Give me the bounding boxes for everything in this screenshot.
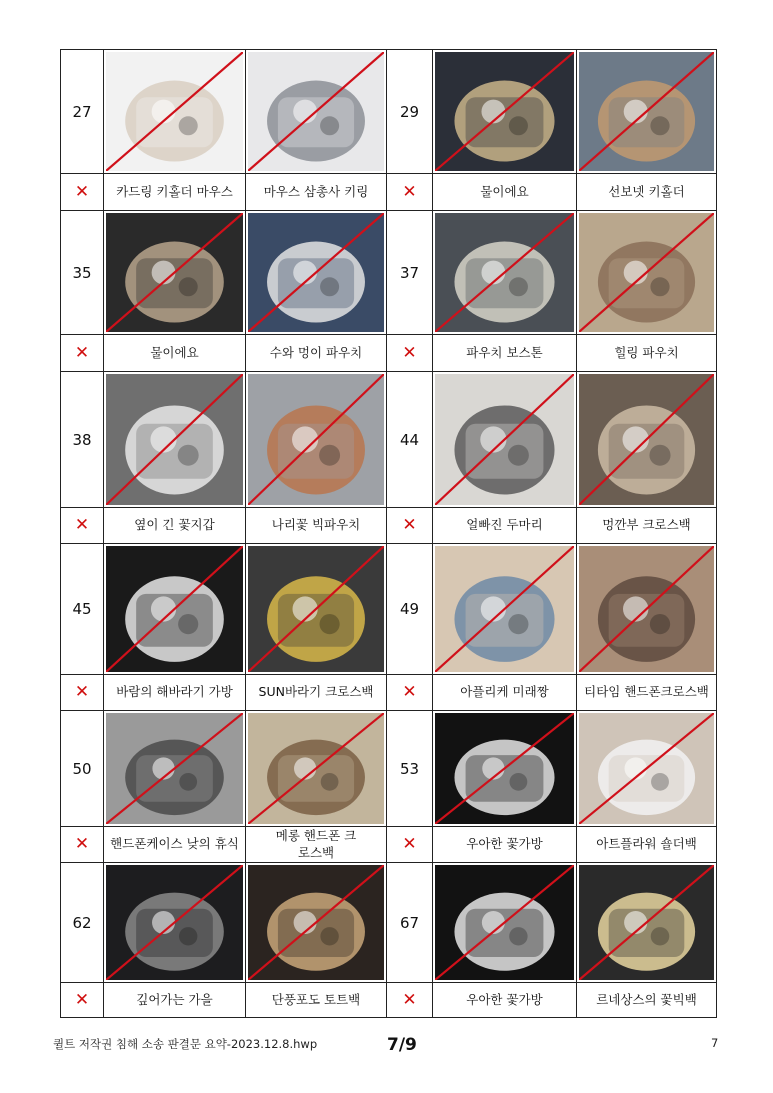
product-photo [577,50,716,174]
autumn-bag-photo [106,865,243,980]
verdict-cell [61,983,104,1018]
table-row-labels [61,508,716,544]
product-photo [577,544,716,675]
flower-bag-photo [435,865,574,980]
verdict-cell [61,508,104,544]
product-photo [433,544,577,675]
x-mark-icon: ✕ [402,682,417,703]
flower-bag-photo [435,713,574,824]
dog-bag-photo [435,374,574,505]
shoulder-bag-photo [579,713,714,824]
x-mark-icon: ✕ [402,181,417,202]
grape-tote-photo [248,865,384,980]
flower-big-bag-photo [579,865,714,980]
verdict-cell [387,983,433,1018]
item-number: 44 [387,372,433,508]
x-mark-icon: ✕ [402,515,417,536]
product-name: 르네상스의 꽃빅백 [596,992,697,1008]
x-mark-icon: ✕ [74,342,90,363]
mouse-keyring-photo [248,52,384,171]
x-mark-icon: ✕ [74,990,90,1011]
table-row-images [61,863,716,983]
verdict-cell [387,827,433,863]
item-number: 67 [387,863,433,983]
table-row-labels [61,174,716,211]
product-name: 힐링 파우치 [577,335,716,372]
x-mark-icon: ✕ [402,990,417,1011]
item-number: 49 [387,544,433,675]
footer-page-fraction: 7/9 [387,1035,417,1055]
product-name: 카드링 키홀더 마우스 [104,174,246,211]
table-row-labels [61,335,716,372]
product-photo [246,544,387,675]
product-photo [433,50,577,174]
item-number: 29 [387,50,433,174]
product-photo [246,372,387,508]
product-photo [577,211,716,335]
product-name: 마우스 삼총사 키링 [246,174,387,211]
dog-crossbag-photo [579,374,714,505]
verdict-cell [61,174,104,211]
product-name: 단풍포도 토트백 [246,983,387,1018]
mouse-keyring-photo [106,52,243,171]
product-photo [104,50,246,174]
girl-crossbag-photo [579,546,714,672]
product-photo [577,372,716,508]
product-name: 아트플라워 숄더백 [577,827,716,863]
product-name: 나리꽃 빅파우치 [246,508,387,544]
product-name: 핸드폰케이스 낮의 휴식 [104,827,246,863]
table-row-labels [61,983,716,1018]
verdict-cell [387,174,433,211]
table-row-labels [61,675,716,711]
boston-pouch-photo [435,213,574,332]
product-name: 선보넷 키홀더 [577,174,716,211]
table-row-labels [61,827,716,863]
verdict-cell [61,827,104,863]
table-row-images [61,711,716,827]
product-photo [104,372,246,508]
product-name: 바람의 해바라기 가방 [104,675,246,711]
product-photo [246,863,387,983]
x-mark-icon: ✕ [402,342,417,363]
product-name: 옆이 긴 꽃지갑 [104,508,246,544]
product-name: 깊어가는 가을 [104,983,246,1018]
phone-case-photo [106,713,243,824]
footer-filename: 퀼트 저작권 침해 소송 판결문 요약-2023.12.8.hwp [53,1037,318,1051]
footer-page-number: 7 [711,1036,719,1050]
verdict-cell [61,675,104,711]
product-name: 파우치 보스톤 [433,335,577,372]
product-photo [433,863,577,983]
item-number: 35 [61,211,104,335]
girl-applique-photo [435,546,574,672]
item-number: 45 [61,544,104,675]
x-mark-icon: ✕ [74,515,90,536]
table-row-images [61,50,716,174]
product-name: 아플리케 미래짱 [433,675,577,711]
product-name: SUN바라기 크로스백 [246,675,387,711]
coin-purse-photo [435,52,574,171]
item-number: 50 [61,711,104,827]
product-name: 티타임 핸드폰크로스백 [577,675,716,711]
table-row-images [61,211,716,335]
comparison-table [60,49,717,1018]
table-row-images [61,544,716,675]
product-photo [104,863,246,983]
product-photo [104,711,246,827]
table-row-images [61,372,716,508]
product-photo [433,711,577,827]
product-name: 우아한 꽃가방 [433,827,577,863]
sunflower-crossbag-photo [248,546,384,672]
verdict-cell [61,335,104,372]
x-mark-icon: ✕ [402,834,417,855]
x-mark-icon: ✕ [74,834,90,855]
pouch-photo [248,213,384,332]
dog-phone-bag-photo [248,713,384,824]
verdict-cell [387,335,433,372]
lily-pouch-photo [248,374,384,505]
product-photo [577,863,716,983]
x-mark-icon: ✕ [74,181,90,202]
x-mark-icon: ✕ [74,682,90,703]
product-photo [104,544,246,675]
product-photo [433,372,577,508]
flower-wallet-photo [106,374,243,505]
verdict-cell [387,675,433,711]
item-number: 37 [387,211,433,335]
product-photo [577,711,716,827]
product-name: 메롱 핸드폰 크로스백 [246,827,387,863]
product-name: 물이에요 [104,335,246,372]
product-photo [246,711,387,827]
healing-pouch-photo [579,213,714,332]
verdict-cell [387,508,433,544]
item-number: 27 [61,50,104,174]
product-photo [433,211,577,335]
product-name: 멍깐부 크로스백 [577,508,716,544]
item-number: 38 [61,372,104,508]
keyholder-photo [579,52,714,171]
product-name: 우아한 꽃가방 [433,983,577,1018]
product-photo [104,211,246,335]
product-name: 물이에요 [433,174,577,211]
product-photo [246,50,387,174]
product-photo [246,211,387,335]
sunflower-bag-photo [106,546,243,672]
product-name: 얼빠진 두마리 [433,508,577,544]
item-number: 53 [387,711,433,827]
product-name: 수와 멍이 파우치 [246,335,387,372]
coin-purse-photo [106,213,243,332]
item-number: 62 [61,863,104,983]
